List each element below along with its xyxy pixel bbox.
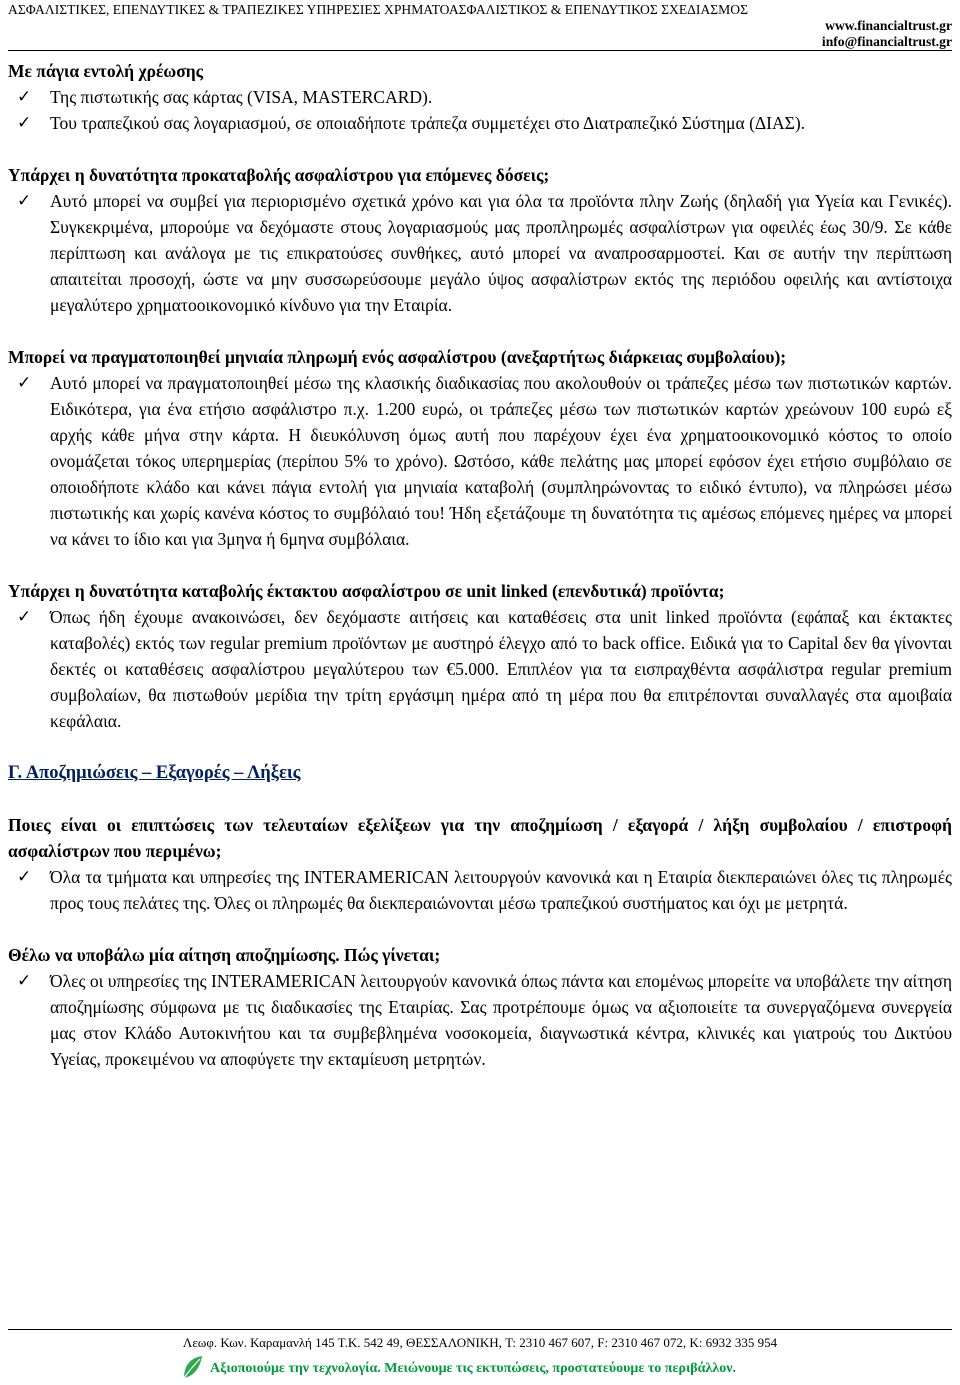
checkmark-icon: ✓	[17, 191, 32, 211]
heading-claims-impact: Ποιες είναι οι επιπτώσεις των τελευταίων εξελίξεων για την αποζημίωση / εξαγορά / λήξη συμβολαίου / επιστροφή ασφαλίστρων που περιμένω;	[8, 815, 952, 861]
checkmark-icon: ✓	[17, 113, 32, 133]
list-item: ✓ Του τραπεζικού σας λογαριασμού, σε οποιαδήποτε τράπεζα συμμετέχει στο Διατραπεζικό Σύστημα (ΔΙΑΣ).	[8, 110, 952, 136]
heading-prepayment: Υπάρχει η δυνατότητα προκαταβολής ασφαλίστρου για επόμενες δόσεις;	[8, 165, 550, 185]
leaf-icon	[180, 1354, 204, 1380]
heading-direct-debit: Με πάγια εντολή χρέωσης	[8, 61, 204, 81]
checkmark-icon: ✓	[17, 373, 32, 393]
checkmark-icon: ✓	[17, 971, 32, 991]
footer-divider	[8, 1329, 952, 1330]
list-item: ✓ Αυτό μπορεί να πραγματοποιηθεί μέσω της κλασικής διαδικασίας που ακολουθούν οι τράπεζες μέσω των πιστωτικών καρτών. Ειδικότερα, για ένα ετήσιο ασφάλιστρο π.χ. 1.200 ευρώ, οι τράπεζες μέσω των πιστωτικών καρτών χρεώνουν 100 ευρώ εξ αρχής κάθε μήνα στην κάρτα. Η διευκόλυνση όμως αυτή που παρέχουν έχει ένα χρηματοοικονομικό κόστος το οποίο ονομάζεται τόκος υπερημερίας (περίπου 5% το χρόνο). Ωστόσο, κάθε πελάτης μας μπορεί εφόσον έχει ετήσιο συμβόλαιο σε οποιοδήποτε κλάδο και κάνει πάγια εντολή για μηνιαία καταβολή (συμπληρώνοντας το ειδικό έντυπο), να πληρώσει μέσω πιστωτικής και χωρίς κανένα κόστος το συμβόλαιό του! Ήδη εξετάζουμε τη δυνατότητα τις αμέσως επόμενες ημέρες να μπορεί να κάνει το ίδιο και για 3μηνα ή 6μηνα συμβόλαια.	[8, 370, 952, 552]
checkmark-icon: ✓	[17, 87, 32, 107]
header-website[interactable]: www.financialtrust.gr	[825, 18, 952, 33]
list-item: ✓ Της πιστωτικής σας κάρτας (VISA, MASTERCARD).	[8, 84, 952, 110]
eco-message-text: Αξιοποιούμε την τεχνολογία. Μειώνουμε τις εκτυπώσεις, προστατεύουμε το περιβάλλον.	[210, 1361, 736, 1376]
list-item: ✓ Όλες οι υπηρεσίες της INTERAMERICAN λειτουργούν κανονικά όπως πάντα και επομένως μπορείτε να υποβάλετε την αίτηση αποζημίωσης σύμφωνα με τις διαδικασίες της Εταιρίας. Σας προτρέπουμε όμως να αξιοποιείτε τα συνεργαζόμενα συνεργεία μας στον Κλάδο Αυτοκινήτου και τα συμβεβλημένα νοσοκομεία, διαγνωστικά κέντρα, κλινικές και γιατρούς του Δικτύου Υγείας, προκειμένου να αποφύγετε την εκταμίευση μετρητών.	[8, 968, 952, 1072]
heading-monthly-payment: Μπορεί να πραγματοποιηθεί μηνιαία πληρωμή ενός ασφαλίστρου (ανεξαρτήτως διάρκειας συμβολαίου);	[8, 347, 787, 367]
header-divider	[8, 50, 952, 51]
document-body	[8, 58, 952, 1072]
checkmark-icon: ✓	[17, 607, 32, 627]
page-header	[8, 2, 952, 50]
footer-contact: Λεωφ. Κων. Καραμανλή 145 Τ.Κ. 542 49, ΘΕΣΣΑΛΟΝΙΚΗ, T: 2310 467 607, F: 2310 467 072, K: 6932 335 954	[182, 1335, 778, 1350]
heading-submit-claim: Θέλω να υποβάλω μία αίτηση αποζημίωσης. Πώς γίνεται;	[8, 945, 441, 965]
header-email[interactable]: info@financialtrust.gr	[821, 34, 952, 49]
checkmark-icon: ✓	[17, 867, 32, 887]
list-item: ✓ Όπως ήδη έχουμε ανακοινώσει, δεν δεχόμαστε αιτήσεις και καταθέσεις στα unit linked προϊόντα (εφάπαξ και έκτακτες καταβολές) εκτός των regular premium προϊόντων με αυστηρό έλεγχο από το back office. Ειδικά για το Capital δεν θα γίνονται δεκτές οι καταθέσεις ασφαλίστρου μεγαλύτερου των €5.000. Επιπλέον για τα εισπραχθέντα ασφάλιστρα regular premium συμβολαίων, θα πιστωθούν μερίδια την τρίτη εργάσιμη ημέρα από τη μέρα που θα επιτρέπονται συναλλαγές στα αμοιβαία κεφάλαια.	[8, 604, 952, 734]
heading-unit-linked: Υπάρχει η δυνατότητα καταβολής έκτακτου ασφαλίστρου σε unit linked (επενδυτικά) προϊόντα;	[8, 581, 725, 601]
list-item: ✓ Όλα τα τμήματα και υπηρεσίες της INTERAMERICAN λειτουργούν κανονικά και η Εταιρία διεκπεραιώνει όλες τις πληρωμές προς τους πελάτες της. Όλες οι πληρωμές θα διεκπεραιώνονται μέσω τραπεζικού συστήματος και όχι με μετρητά.	[8, 864, 952, 916]
header-services: ΑΣΦΑΛΙΣΤΙΚΕΣ, ΕΠΕΝΔΥΤΙΚΕΣ & ΤΡΑΠΕΖΙΚΕΣ ΥΠΗΡΕΣΙΕΣ ΧΡΗΜΑΤΟΑΣΦΑΛΙΣΤΙΚΟΣ & ΕΠΕΝΔΥΤΙΚΟΣ ΣΧΕΔΙΑΣΜΟΣ	[8, 2, 748, 17]
list-item: ✓ Αυτό μπορεί να συμβεί για περιορισμένο σχετικά χρόνο και για όλα τα προϊόντα πλην Ζωής (δηλαδή για Υγεία και Γενικές). Συγκεκριμένα, μπορούμε να δεχόμαστε στους λογαριασμούς μας προπληρωμές ασφαλίστρων για οφειλές έως 30/9. Σε κάθε περίπτωση και ανάλογα με τις επικρατούσες συνθήκες, αυτό μπορεί να αναπροσαρμοστεί. Και σε αυτήν την περίπτωση απαιτείται προσοχή, ώστε να μην συσσωρεύσουμε μεγάλο ύψος ασφαλίστρων εκτός της περιόδου οφειλής και αντίστοιχα μεγαλύτερο χρηματοοικονομικό κίνδυνο για την Εταιρία.	[8, 188, 952, 318]
section-title-claims: Γ. Αποζημιώσεις – Εξαγορές – Λήξεις	[8, 763, 301, 783]
